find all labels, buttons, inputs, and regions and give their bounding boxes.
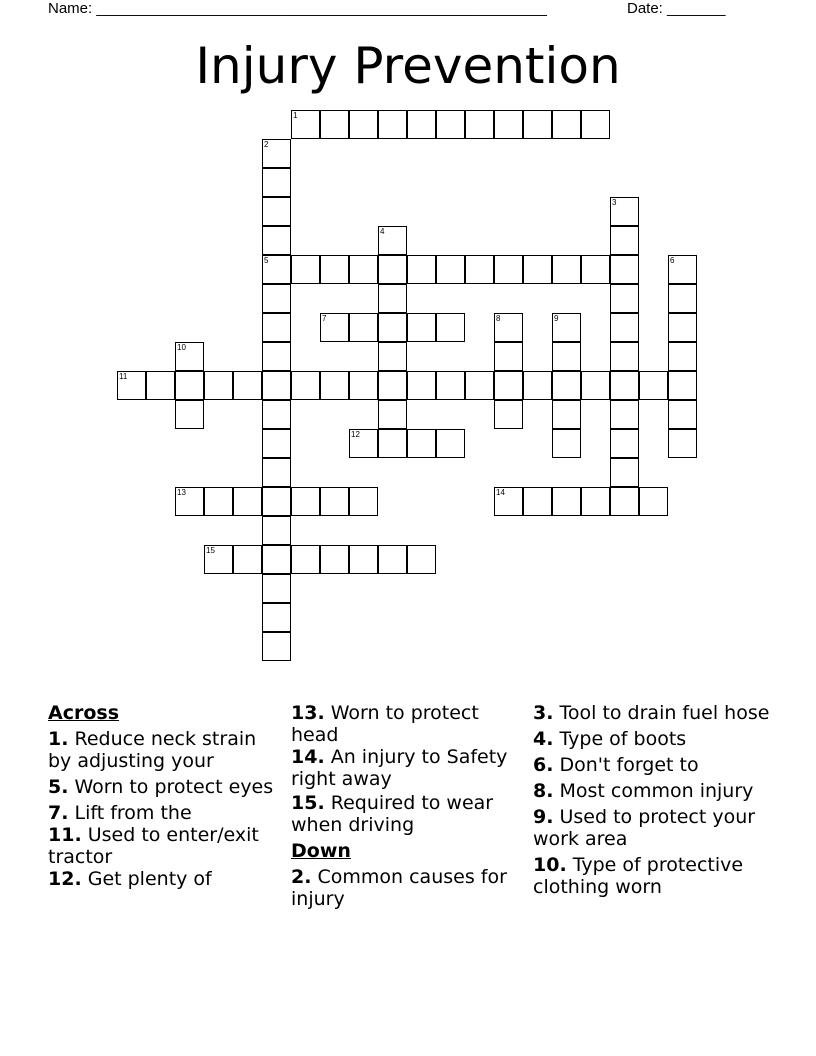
clue-number: 7: [322, 314, 327, 323]
grid-cell[interactable]: [378, 284, 407, 313]
grid-cell[interactable]: [436, 110, 465, 139]
grid-cell[interactable]: [233, 371, 262, 400]
page-title: Injury Prevention: [195, 37, 621, 95]
grid-cell[interactable]: [668, 429, 697, 458]
grid-cell[interactable]: [262, 487, 291, 516]
grid-cell[interactable]: [436, 429, 465, 458]
grid-cell[interactable]: [349, 110, 378, 139]
grid-cell[interactable]: [581, 371, 610, 400]
grid-cell[interactable]: [349, 545, 378, 574]
name-field-label: Name: ______________________________________________________: [48, 0, 547, 17]
clue-number: 3: [612, 198, 617, 207]
grid-cell[interactable]: [668, 371, 697, 400]
grid-cell[interactable]: [610, 255, 639, 284]
grid-cell[interactable]: [552, 371, 581, 400]
grid-cell[interactable]: [320, 110, 349, 139]
grid-cell[interactable]: [552, 487, 581, 516]
grid-cell[interactable]: [378, 371, 407, 400]
grid-cell[interactable]: [262, 284, 291, 313]
grid-cell[interactable]: [349, 313, 378, 342]
grid-cell[interactable]: [552, 313, 581, 342]
grid-cell[interactable]: [494, 255, 523, 284]
clue-number: 5: [264, 256, 269, 265]
down-clue-3: 3. Tool to drain fuel hose: [533, 702, 770, 724]
grid-cell[interactable]: [610, 487, 639, 516]
clue-number: 13: [177, 488, 186, 497]
grid-cell[interactable]: [175, 487, 204, 516]
grid-cell[interactable]: [262, 632, 291, 661]
grid-cell[interactable]: [349, 255, 378, 284]
grid-cell[interactable]: [407, 255, 436, 284]
date-field-label: Date: _______: [627, 0, 726, 17]
grid-cell[interactable]: [494, 342, 523, 371]
grid-cell[interactable]: [378, 429, 407, 458]
grid-cell[interactable]: [639, 487, 668, 516]
grid-cell[interactable]: [407, 429, 436, 458]
grid-cell[interactable]: [407, 371, 436, 400]
clue-number: 8: [496, 314, 501, 323]
grid-cell[interactable]: [610, 400, 639, 429]
grid-cell[interactable]: [639, 371, 668, 400]
grid-cell[interactable]: [320, 313, 349, 342]
clue-number: 9: [554, 314, 559, 323]
grid-cell[interactable]: [262, 168, 291, 197]
grid-cell[interactable]: [175, 371, 204, 400]
grid-cell[interactable]: [610, 284, 639, 313]
grid-cell[interactable]: [378, 545, 407, 574]
grid-cell[interactable]: [291, 487, 320, 516]
down-heading: Down: [291, 840, 351, 862]
grid-cell[interactable]: [523, 255, 552, 284]
grid-cell[interactable]: [320, 371, 349, 400]
grid-cell[interactable]: [610, 458, 639, 487]
grid-cell[interactable]: [407, 313, 436, 342]
across-clue-11: 11. Used to enter/exit tractor: [48, 824, 259, 868]
grid-cell[interactable]: [610, 313, 639, 342]
grid-cell[interactable]: [610, 226, 639, 255]
across-clue-13: 13. Worn to protect head: [291, 702, 479, 746]
grid-cell[interactable]: [262, 400, 291, 429]
clue-column-3: [533, 702, 773, 902]
grid-cell[interactable]: [494, 400, 523, 429]
grid-cell[interactable]: [262, 371, 291, 400]
grid-cell[interactable]: [552, 255, 581, 284]
clue-column-2: [291, 702, 526, 914]
grid-cell[interactable]: [494, 110, 523, 139]
grid-cell[interactable]: [262, 458, 291, 487]
grid-cell[interactable]: [552, 342, 581, 371]
grid-cell[interactable]: [523, 110, 552, 139]
grid-cell[interactable]: [320, 255, 349, 284]
grid-cell[interactable]: [523, 371, 552, 400]
clue-number: 10: [177, 343, 186, 352]
grid-cell[interactable]: [465, 255, 494, 284]
grid-cell[interactable]: [378, 342, 407, 371]
grid-cell[interactable]: [378, 255, 407, 284]
grid-cell[interactable]: [494, 371, 523, 400]
grid-cell[interactable]: [175, 342, 204, 371]
grid-cell[interactable]: [407, 545, 436, 574]
grid-cell[interactable]: [204, 371, 233, 400]
grid-cell[interactable]: [407, 110, 436, 139]
grid-cell[interactable]: [146, 371, 175, 400]
grid-cell[interactable]: [262, 255, 291, 284]
grid-cell[interactable]: [233, 545, 262, 574]
grid-cell[interactable]: [610, 197, 639, 226]
across-clue-14: 14. An injury to Safety right away: [291, 746, 508, 790]
grid-cell[interactable]: [378, 226, 407, 255]
grid-cell[interactable]: [262, 226, 291, 255]
down-clue-2: 2. Common causes for injury: [291, 866, 507, 910]
grid-cell[interactable]: [465, 110, 494, 139]
grid-cell[interactable]: [291, 371, 320, 400]
grid-cell[interactable]: [117, 371, 146, 400]
grid-cell[interactable]: [610, 371, 639, 400]
grid-cell[interactable]: [523, 487, 552, 516]
grid-cell[interactable]: [262, 429, 291, 458]
clue-number: 12: [351, 430, 360, 439]
grid-cell[interactable]: [494, 313, 523, 342]
clue-number: 15: [206, 546, 215, 555]
grid-cell[interactable]: [262, 516, 291, 545]
grid-cell[interactable]: [291, 110, 320, 139]
grid-cell[interactable]: [581, 487, 610, 516]
grid-cell[interactable]: [233, 487, 262, 516]
grid-cell[interactable]: [378, 400, 407, 429]
down-clue-8: 8. Most common injury: [533, 780, 754, 802]
grid-cell[interactable]: [436, 313, 465, 342]
grid-cell[interactable]: [262, 574, 291, 603]
grid-cell[interactable]: [204, 487, 233, 516]
grid-cell[interactable]: [262, 545, 291, 574]
grid-cell[interactable]: [291, 545, 320, 574]
grid-cell[interactable]: [465, 371, 494, 400]
grid-cell[interactable]: [262, 603, 291, 632]
across-clue-15: 15. Required to wear when driving: [291, 792, 494, 836]
grid-cell[interactable]: [320, 545, 349, 574]
grid-cell[interactable]: [262, 313, 291, 342]
grid-cell[interactable]: [349, 371, 378, 400]
clue-number: 11: [119, 372, 128, 381]
grid-cell[interactable]: [552, 400, 581, 429]
clue-number: 6: [670, 256, 675, 265]
down-clue-9: 9. Used to protect your work area: [533, 806, 756, 850]
grid-cell[interactable]: [552, 110, 581, 139]
grid-cell[interactable]: [262, 139, 291, 168]
grid-cell[interactable]: [668, 342, 697, 371]
grid-cell[interactable]: [349, 429, 378, 458]
grid-cell[interactable]: [436, 255, 465, 284]
clue-number: 4: [380, 227, 385, 236]
grid-cell[interactable]: [378, 313, 407, 342]
grid-cell[interactable]: [262, 197, 291, 226]
clue-column-1: [48, 702, 283, 894]
across-clue-7: 7. Lift from the: [48, 802, 192, 824]
grid-cell[interactable]: [610, 342, 639, 371]
down-clue-10: 10. Type of protective clothing worn: [533, 854, 744, 898]
clue-number: 14: [496, 488, 505, 497]
grid-cell[interactable]: [552, 429, 581, 458]
grid-cell[interactable]: [175, 400, 204, 429]
grid-cell[interactable]: [378, 110, 407, 139]
across-clue-12: 12. Get plenty of: [48, 868, 212, 890]
clue-number: 2: [264, 140, 269, 149]
grid-cell[interactable]: [581, 255, 610, 284]
grid-cell[interactable]: [668, 400, 697, 429]
grid-cell[interactable]: [349, 487, 378, 516]
grid-cell[interactable]: [291, 255, 320, 284]
grid-cell[interactable]: [436, 371, 465, 400]
grid-cell[interactable]: [668, 284, 697, 313]
grid-cell[interactable]: [610, 429, 639, 458]
clue-number: 1: [293, 111, 298, 120]
grid-cell[interactable]: [262, 342, 291, 371]
grid-cell[interactable]: [320, 487, 349, 516]
grid-cell[interactable]: [668, 313, 697, 342]
across-clue-1: 1. Reduce neck strain by adjusting your: [48, 728, 257, 772]
across-heading: Across: [48, 702, 120, 724]
down-clue-6: 6. Don't forget to: [533, 754, 699, 776]
across-clue-5: 5. Worn to protect eyes: [48, 776, 274, 798]
grid-cell[interactable]: [204, 545, 233, 574]
grid-cell[interactable]: [581, 110, 610, 139]
down-clue-4: 4. Type of boots: [533, 728, 687, 750]
grid-cell[interactable]: [668, 255, 697, 284]
grid-cell[interactable]: [494, 487, 523, 516]
